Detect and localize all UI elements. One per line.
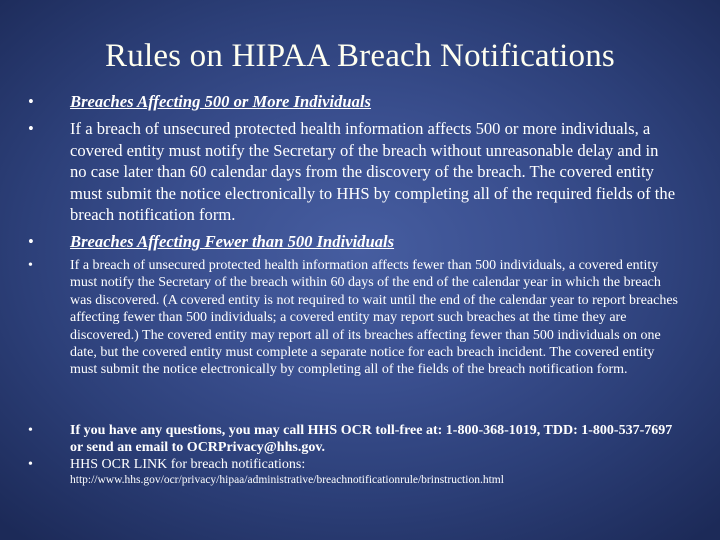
heading-500-or-more: Breaches Affecting 500 or More Individuals	[70, 92, 372, 111]
bullet-heading-500-or-more	[28, 91, 678, 113]
bullet-marker: •	[28, 258, 33, 273]
breach-notification-link[interactable]: http://www.hhs.gov/ocr/privacy/hipaa/administrative/breachnotificationrule/brinstruction.html	[70, 474, 504, 486]
large-breach-rule-text: If a breach of unsecured protected health information affects 500 or more individuals, a covered entity must notify the Secretary of the breach without unreasonable delay and in no case later than 60 calendar days from the discovery of the breach. The covered entity must submit the notice electronically to HHS by completing all of the required fields of the breach notification form.	[70, 119, 676, 224]
bullet-marker: •	[28, 457, 33, 472]
bullet-link-label	[28, 456, 678, 473]
bullet-marker: •	[28, 92, 34, 111]
bullet-marker: •	[28, 423, 33, 438]
small-breach-rule-text: If a breach of unsecured protected health information affects fewer than 500 individuals, a covered entity must notify the Secretary of the breach within 60 days of the end of the calendar year in which the breach was discovered. (A covered entity is not required to wait until the end of the calendar year to report breaches affecting fewer than 500 individuals; a covered entity may report such breaches at the time they are discovered.) The covered entity may report all of its breaches affecting fewer than 500 individuals on one date, but the covered entity must complete a separate notice for each breach incident. The covered entity must submit the notice electronically by completing all of the fields of the breach notification form.	[70, 258, 678, 378]
bullet-large-breach-rule	[28, 118, 678, 226]
heading-fewer-than-500: Breaches Affecting Fewer than 500 Individuals	[70, 232, 395, 251]
bullet-marker: •	[28, 232, 34, 251]
slide-title: Rules on HIPAA Breach Notifications	[105, 38, 615, 74]
link-label-text: HHS OCR LINK for breach notifications:	[70, 457, 306, 472]
bullet-contact-info	[28, 422, 678, 457]
bullet-heading-fewer-than-500	[28, 231, 678, 253]
bullet-small-breach-rule	[28, 257, 678, 379]
contact-info-text: If you have any questions, you may call HHS OCR toll-free at: 1-800-368-1019, TDD: 1-800-537-7697 or send an email to OCRPrivacy@hhs.gov.	[70, 423, 673, 456]
bullet-marker: •	[28, 119, 34, 138]
